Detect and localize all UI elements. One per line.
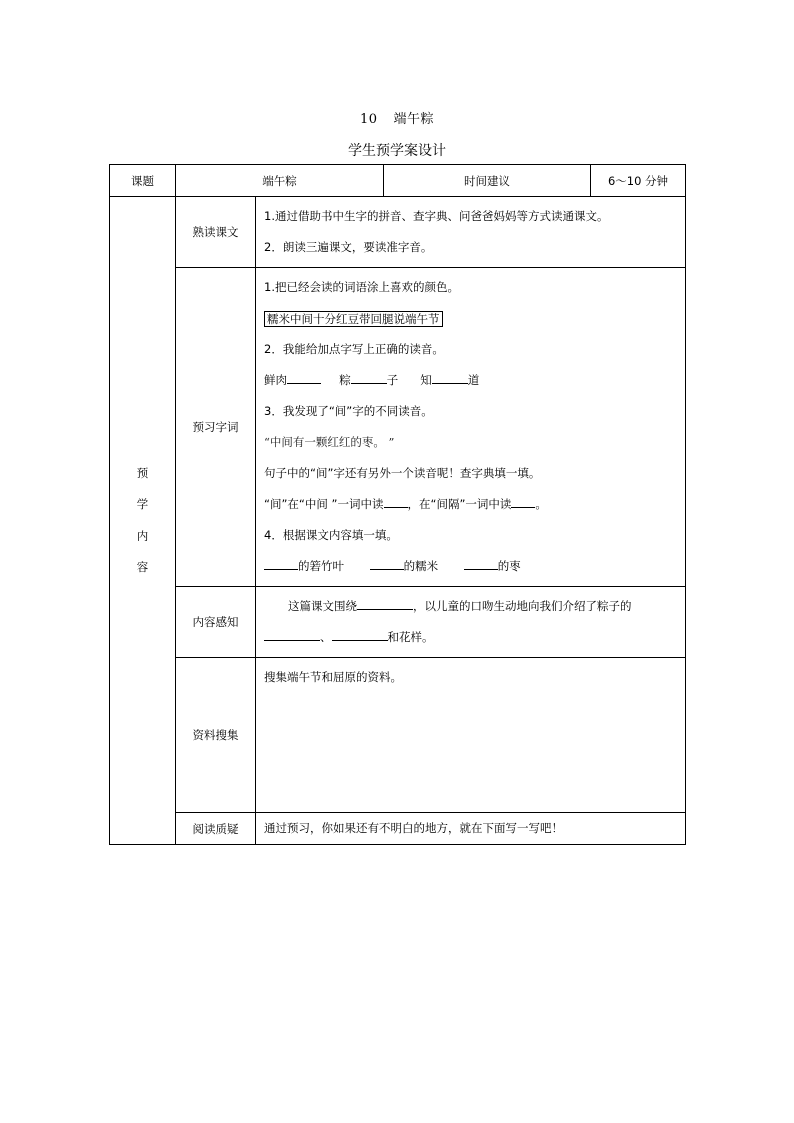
words-quote: “中间有一颗红红的枣。 ” — [264, 435, 395, 449]
fill-text: 、 — [320, 630, 332, 644]
read-item-1: 1.通过借助书中生字的拼音、查字典、问爸爸妈妈等方式读通课文。 — [264, 209, 609, 223]
fill-text: 的箬竹叶 — [298, 559, 344, 573]
pinyin-word: 粽 — [339, 373, 351, 387]
answer-blank[interactable] — [511, 496, 535, 508]
answer-blank[interactable] — [357, 598, 413, 610]
perception-content — [256, 587, 686, 658]
time-value: 6～10 分钟 — [591, 165, 686, 197]
questions-text: 通过预习，你如果还有不明白的地方，就在下面写一写吧！ — [264, 821, 563, 835]
words-content — [256, 268, 686, 587]
left-label-char: 学 — [136, 497, 149, 511]
answer-blank[interactable] — [351, 372, 387, 384]
fill-text: 的枣 — [497, 559, 521, 573]
read-content — [256, 197, 686, 268]
fill-text: 这篇课文围绕 — [288, 599, 357, 613]
words-label: 预习字词 — [176, 268, 256, 587]
time-label: 时间建议 — [384, 165, 591, 197]
read-label: 熟读课文 — [176, 197, 256, 268]
perception-line-2 — [264, 622, 685, 653]
answer-blank[interactable] — [370, 558, 404, 570]
answer-blank[interactable] — [384, 496, 408, 508]
left-label-char: 容 — [136, 560, 149, 574]
topic-label: 课题 — [110, 165, 176, 197]
preview-worksheet-table — [109, 164, 686, 845]
read-item-2: 2．朗读三遍课文，要读准字音。 — [264, 240, 433, 254]
pinyin-fill-line — [264, 365, 685, 396]
answer-blank[interactable] — [432, 372, 468, 384]
lesson-title — [0, 108, 794, 127]
words-q4: 4．根据课文内容填一填。 — [264, 528, 398, 542]
section-read — [110, 197, 686, 268]
words-q2: 2．我能给加点字写上正确的读音。 — [264, 342, 444, 356]
fill-text: 和花样。 — [387, 630, 434, 644]
answer-blank[interactable] — [464, 558, 498, 570]
lesson-number: 10 — [359, 112, 378, 127]
answer-blank[interactable] — [332, 629, 388, 641]
fill-text: ，以儿童的口吻生动地向我们介绍了粽子的 — [413, 599, 632, 613]
left-label-char: 预 — [136, 465, 149, 480]
section-words — [110, 268, 686, 587]
research-content[interactable] — [256, 658, 686, 813]
fill-text: “间”在“中间 ”一词中读 — [264, 497, 384, 511]
research-text: 搜集端午节和屈原的资料。 — [264, 670, 402, 684]
pinyin-word: 道 — [467, 373, 480, 387]
section-research — [110, 658, 686, 813]
topic-value: 端午粽 — [176, 165, 384, 197]
answer-blank[interactable] — [264, 629, 320, 641]
pinyin-word: 知 — [420, 373, 432, 387]
lesson-name: 端午粽 — [393, 112, 435, 127]
questions-label: 阅读质疑 — [176, 813, 256, 845]
word-box: 糯米中间十分红豆带回腿说端午节 — [264, 311, 443, 327]
info-row — [110, 165, 686, 197]
section-perception — [110, 587, 686, 658]
fill-text: ，在“间隔”一词中读 — [407, 497, 512, 511]
preview-content-label — [110, 197, 176, 845]
perception-line-1 — [264, 591, 685, 622]
left-label-char: 内 — [136, 528, 149, 543]
fill-text: 的糯米 — [403, 559, 439, 573]
words-q1: 1.把已经会读的词语涂上喜欢的颜色。 — [264, 280, 459, 294]
pinyin-word: 鲜肉 — [264, 373, 287, 387]
words-q3-text: 句子中的“间”字还有另外一个读音呢！查字典填一填。 — [264, 466, 541, 480]
questions-content[interactable] — [256, 813, 686, 845]
perception-label: 内容感知 — [176, 587, 256, 658]
answer-blank[interactable] — [264, 558, 298, 570]
q4-fill-line — [264, 551, 685, 582]
research-label: 资料搜集 — [176, 658, 256, 813]
section-questions — [110, 813, 686, 845]
fill-text: 。 — [535, 497, 547, 511]
document-title: 学生预学案设计 — [348, 143, 446, 159]
q3-fill-line — [264, 489, 685, 520]
answer-blank[interactable] — [287, 372, 321, 384]
words-q3: 3．我发现了“间”字的不同读音。 — [264, 404, 433, 418]
pinyin-word: 子 — [386, 373, 399, 387]
